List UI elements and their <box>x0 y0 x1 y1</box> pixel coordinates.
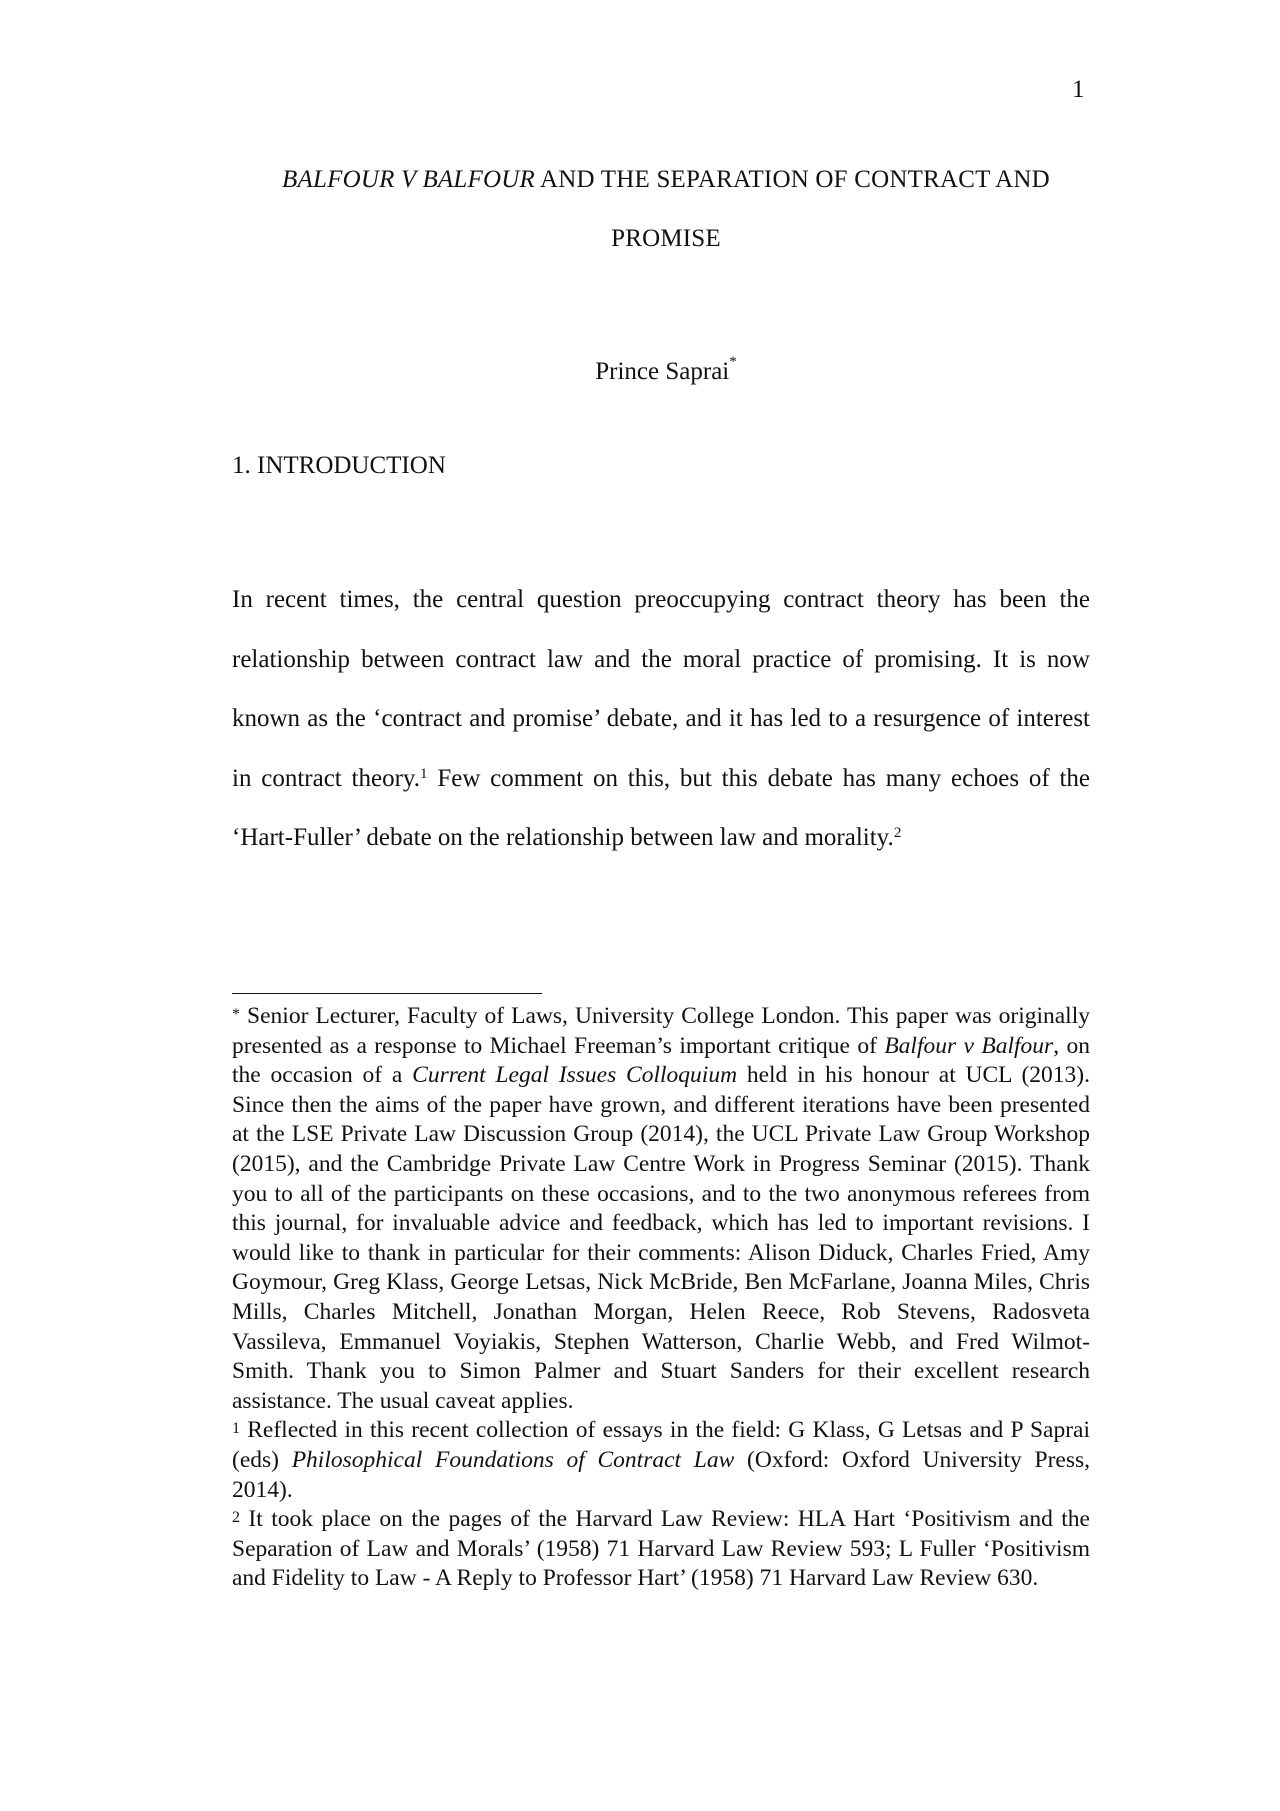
paper-title <box>232 150 1100 268</box>
footnote-2 <box>232 1505 1090 1594</box>
paragraph-text-1: In recent times, the central question preoccupying contract theory has been the relationship between contract law and the moral practice of promising. It is now known as the ‘contract and promise’ debate, and it has led to a resurgence of interest in contract theory. <box>232 586 1090 792</box>
footnote-star <box>232 1002 1090 1416</box>
footnote-ref-2: 2 <box>893 825 902 841</box>
footnote-divider <box>232 993 542 994</box>
footnote-star-italic-a: Balfour v Balfour <box>884 1032 1054 1059</box>
footnote-1-italic-a: Philosophical Foundations of Contract Law <box>291 1446 735 1473</box>
footnote-2-marker: 2 <box>232 1509 240 1527</box>
author-footnote-marker: * <box>729 354 737 370</box>
page-number: 1 <box>1072 76 1085 103</box>
footnote-1-text-a: Reflected in this recent collection of essays in the field: G Klass, G Letsas and P Saprai (eds) <box>232 1417 1090 1473</box>
footnotes <box>232 1002 1090 1594</box>
paragraph-text-2: Few comment on this, but this debate has many echoes of the ‘Hart-Fuller’ debate on the relationship between law and morality. <box>232 764 1090 851</box>
author-name: Prince Saprai <box>595 358 730 385</box>
footnote-star-text-b: , on the occasion of a <box>232 1032 1091 1089</box>
footnote-1-text-b: (Oxford: Oxford University Press, 2014). <box>232 1446 1090 1503</box>
footnote-1 <box>232 1416 1090 1505</box>
footnote-star-marker: * <box>232 1006 240 1023</box>
footnote-star-text-a: Senior Lecturer, Faculty of Laws, University College London. This paper was originally presented as a response to Michael Freeman’s important critique of <box>232 1003 1090 1059</box>
footnote-star-italic-b: Current Legal Issues Colloquium <box>412 1062 738 1089</box>
footnote-ref-1: 1 <box>420 765 428 782</box>
footnote-star-text-c: held in his honour at UCL (2013). Since then the aims of the paper have grown, and different iterations have been presented at the LSE Private Law Discussion Group (2014), the UCL Private Law Group Workshop (2015), and the Cambridge Private Law Centre Work in Progress Seminar (2015). Thank you to all of the participants on these occasions, and to the two anonymous referees from this journal, for invaluable advice and feedback, which has led to important revisions. I would like to thank in particular for their comments: Alison Diduck, Charles Fried, Amy Goymour, Greg Klass, George Letsas, Nick McBride, Ben McFarlane, Joanna Miles, Chris Mills, Charles Mitchell, Jonathan Morgan, Helen Reece, Rob Stevens, Radosveta Vassileva, Emmanuel Voyiakis, Stephen Watterson, Charlie Webb, and Fred Wilmot-Smith. Thank you to Simon Palmer and Stuart Sanders for their excellent research assistance. The usual caveat applies. <box>232 1062 1090 1414</box>
author-line <box>232 354 1100 386</box>
title-rest: AND THE SEPARATION OF CONTRACT AND PROMISE <box>540 166 1050 252</box>
footnote-1-marker: 1 <box>232 1420 240 1438</box>
introduction-paragraph <box>232 570 1090 868</box>
footnote-2-text-a: It took place on the pages of the Harvard Law Review: HLA Hart ‘Positivism and the Separation of Law and Morals’ (1958) 71 Harvard Law Review 593; L Fuller ‘Positivism and Fidelity to Law - A Reply to Professor Hart’ (1958) 71 Harvard Law Review 630. <box>232 1506 1090 1592</box>
title-case-name: BALFOUR V BALFOUR <box>282 166 535 193</box>
section-heading: 1. INTRODUCTION <box>232 452 446 479</box>
